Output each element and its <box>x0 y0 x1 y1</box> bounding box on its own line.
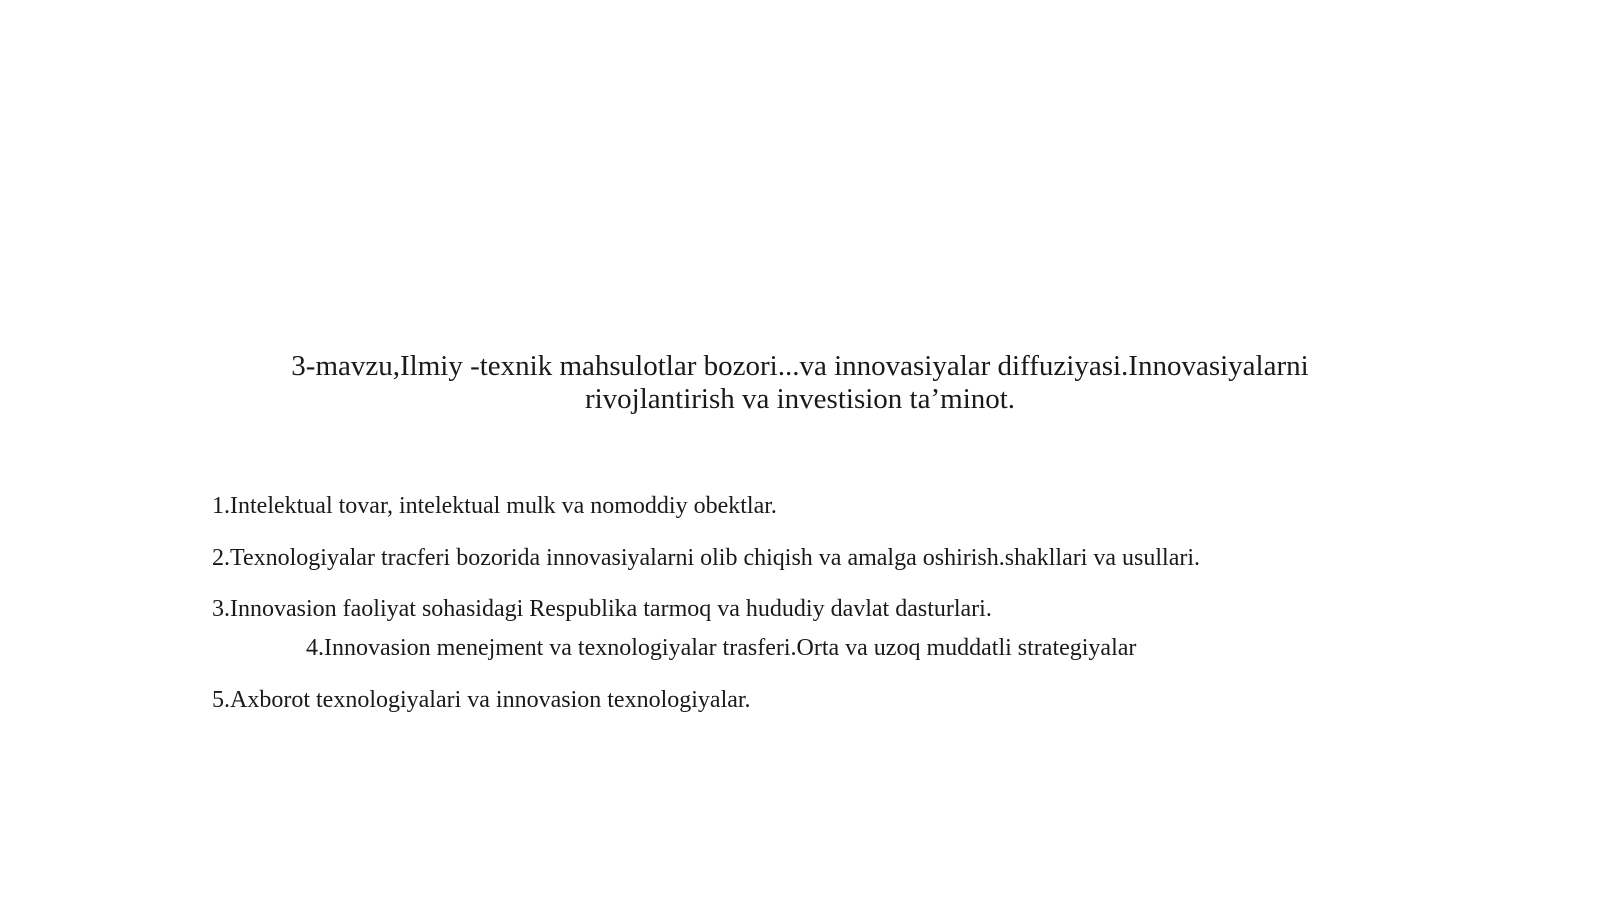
topic-item-3: 3.Innovasion faoliyat sohasidagi Respublika tarmoq va hududiy davlat dasturlari. <box>212 596 992 622</box>
topic-item-1: 1.Intelektual tovar, intelektual mulk va nomoddiy obektlar. <box>212 493 777 519</box>
topic-item-5: 5.Axborot texnologiyalari va innovasion texnologiyalar. <box>212 687 751 713</box>
slide-title-line-2: rivojlantirish va investision ta’minot. <box>584 383 1016 415</box>
topic-item-2: 2.Texnologiyalar tracferi bozorida innovasiyalarni olib chiqish va amalga oshirish.shakllari va usullari. <box>212 545 1201 571</box>
slide-title <box>230 350 1370 416</box>
slide-title-line-1: 3-mavzu,Ilmiy -texnik mahsulotlar bozori...va innovasiyalar diffuziyasi.Innovasiyalarni <box>291 350 1309 382</box>
topic-item-4: 4.Innovasion menejment va texnologiyalar trasferi.Orta va uzoq muddatli strategiyalar <box>306 635 1137 661</box>
